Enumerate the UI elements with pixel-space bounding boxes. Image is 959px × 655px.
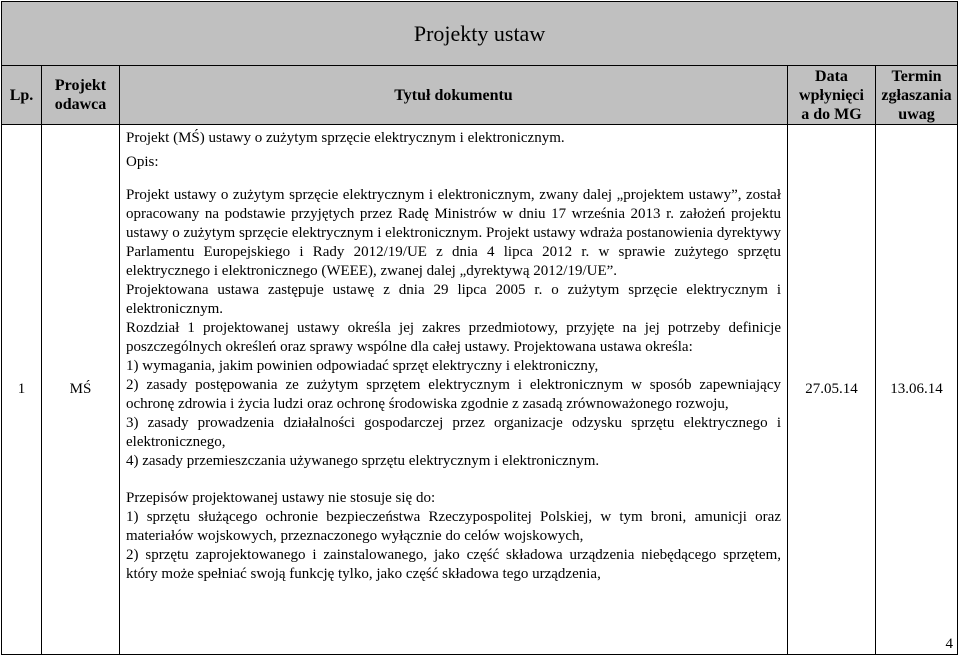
row-termin-uwag: 13.06.14 [876, 125, 958, 655]
header-tytul: Tytuł dokumentu [120, 66, 788, 125]
paragraph-5: 2) zasady postępowania ze zużytym sprzętem elektrycznym i elektronicznym w sposób zapewniający ochronę zdrowia i życia ludzi oraz ochronę środowiska zgodnie z zasadą zrównoważonego rozwoju, [126, 377, 781, 412]
row-lp: 1 [2, 125, 42, 655]
table-row [2, 125, 958, 655]
paragraph-10: 2) sprzętu zaprojektowanego i zainstalowanego, jako część składowa urządzenia niebędącego sprzętem, który może spełniać swoją funkcję tylko, jako część składowa tego urządzenia, [126, 547, 781, 582]
header-odawca [42, 66, 120, 125]
paragraph-6: 3) zasady prowadzenia działalności gospodarczej przez organizacje odzysku sprzętu elektrycznego i elektronicznego, [126, 415, 781, 450]
paragraph-2: Projektowana ustawa zastępuje ustawę z dnia 29 lipca 2005 r. o zużytym sprzęcie elektrycznym i elektronicznym. [126, 282, 781, 317]
paragraph-1: Projekt ustawy o zużytym sprzęcie elektrycznym i elektronicznym, zwany dalej „projektem ustawy”, został opracowany na podstawie przyjętych przez Radę Ministrów w dniu 17 września 2013 r. założeń projektu ustawy o zużytym sprzęcie elektrycznym i elektronicznym. Projekt ustawy wdraża postanowienia dyrektywy Parlamentu Europejskiego i Rady 2012/19/UE z dnia 4 lipca 2012 r. w sprawie zużytego sprzętu elektrycznego i elektronicznego (WEEE), zwanej dalej „dyrektywą 2012/19/UE”. [126, 187, 781, 279]
header-data-line2: wpłynięci [799, 86, 864, 104]
paragraph-7: 4) zasady przemieszczania używanego sprzętu elektrycznym i elektronicznym. [126, 453, 600, 469]
header-termin-line3: uwag [898, 105, 935, 123]
header-termin [876, 66, 958, 125]
header-odawca-line1: Projekt [54, 77, 107, 94]
header-termin-line1: Termin [891, 67, 942, 85]
document-title-line: Projekt (MŚ) ustawy o zużytym sprzęcie elektrycznym i elektronicznym. [126, 130, 565, 146]
header-termin-line2: zgłaszania [881, 86, 952, 104]
header-odawca-line2: odawca [54, 96, 107, 113]
header-data-line3: a do MG [801, 105, 862, 123]
paragraph-4: 1) wymagania, jakim powinien odpowiadać sprzęt elektryczny i elektroniczny, [126, 358, 599, 374]
paragraph-9: 1) sprzętu służącego ochronie bezpieczeństwa Rzeczypospolitej Polskiej, w tym broni, amunicji oraz materiałów wojskowych, przeznaczonego wyłącznie do celów wojskowych, [126, 509, 781, 544]
header-lp: Lp. [2, 66, 42, 125]
page-title: Projekty ustaw [2, 2, 958, 66]
row-odawca: MŚ [42, 125, 120, 655]
page-number: 4 [945, 636, 953, 652]
row-content [120, 125, 788, 655]
projects-table [1, 1, 958, 655]
opis-label: Opis: [126, 154, 159, 170]
paragraph-3: Rozdział 1 projektowanej ustawy określa jej zakres przedmiotowy, przyjęte na jej potrzeby definicje poszczególnych określeń oraz sprawy wspólne dla całej ustawy. Projektowana ustawa określa: [126, 320, 781, 355]
paragraph-8: Przepisów projektowanej ustawy nie stosuje się do: [126, 490, 436, 506]
header-data [788, 66, 876, 125]
row-data-wplyniecia: 27.05.14 [788, 125, 876, 655]
header-data-line1: Data [815, 67, 848, 85]
